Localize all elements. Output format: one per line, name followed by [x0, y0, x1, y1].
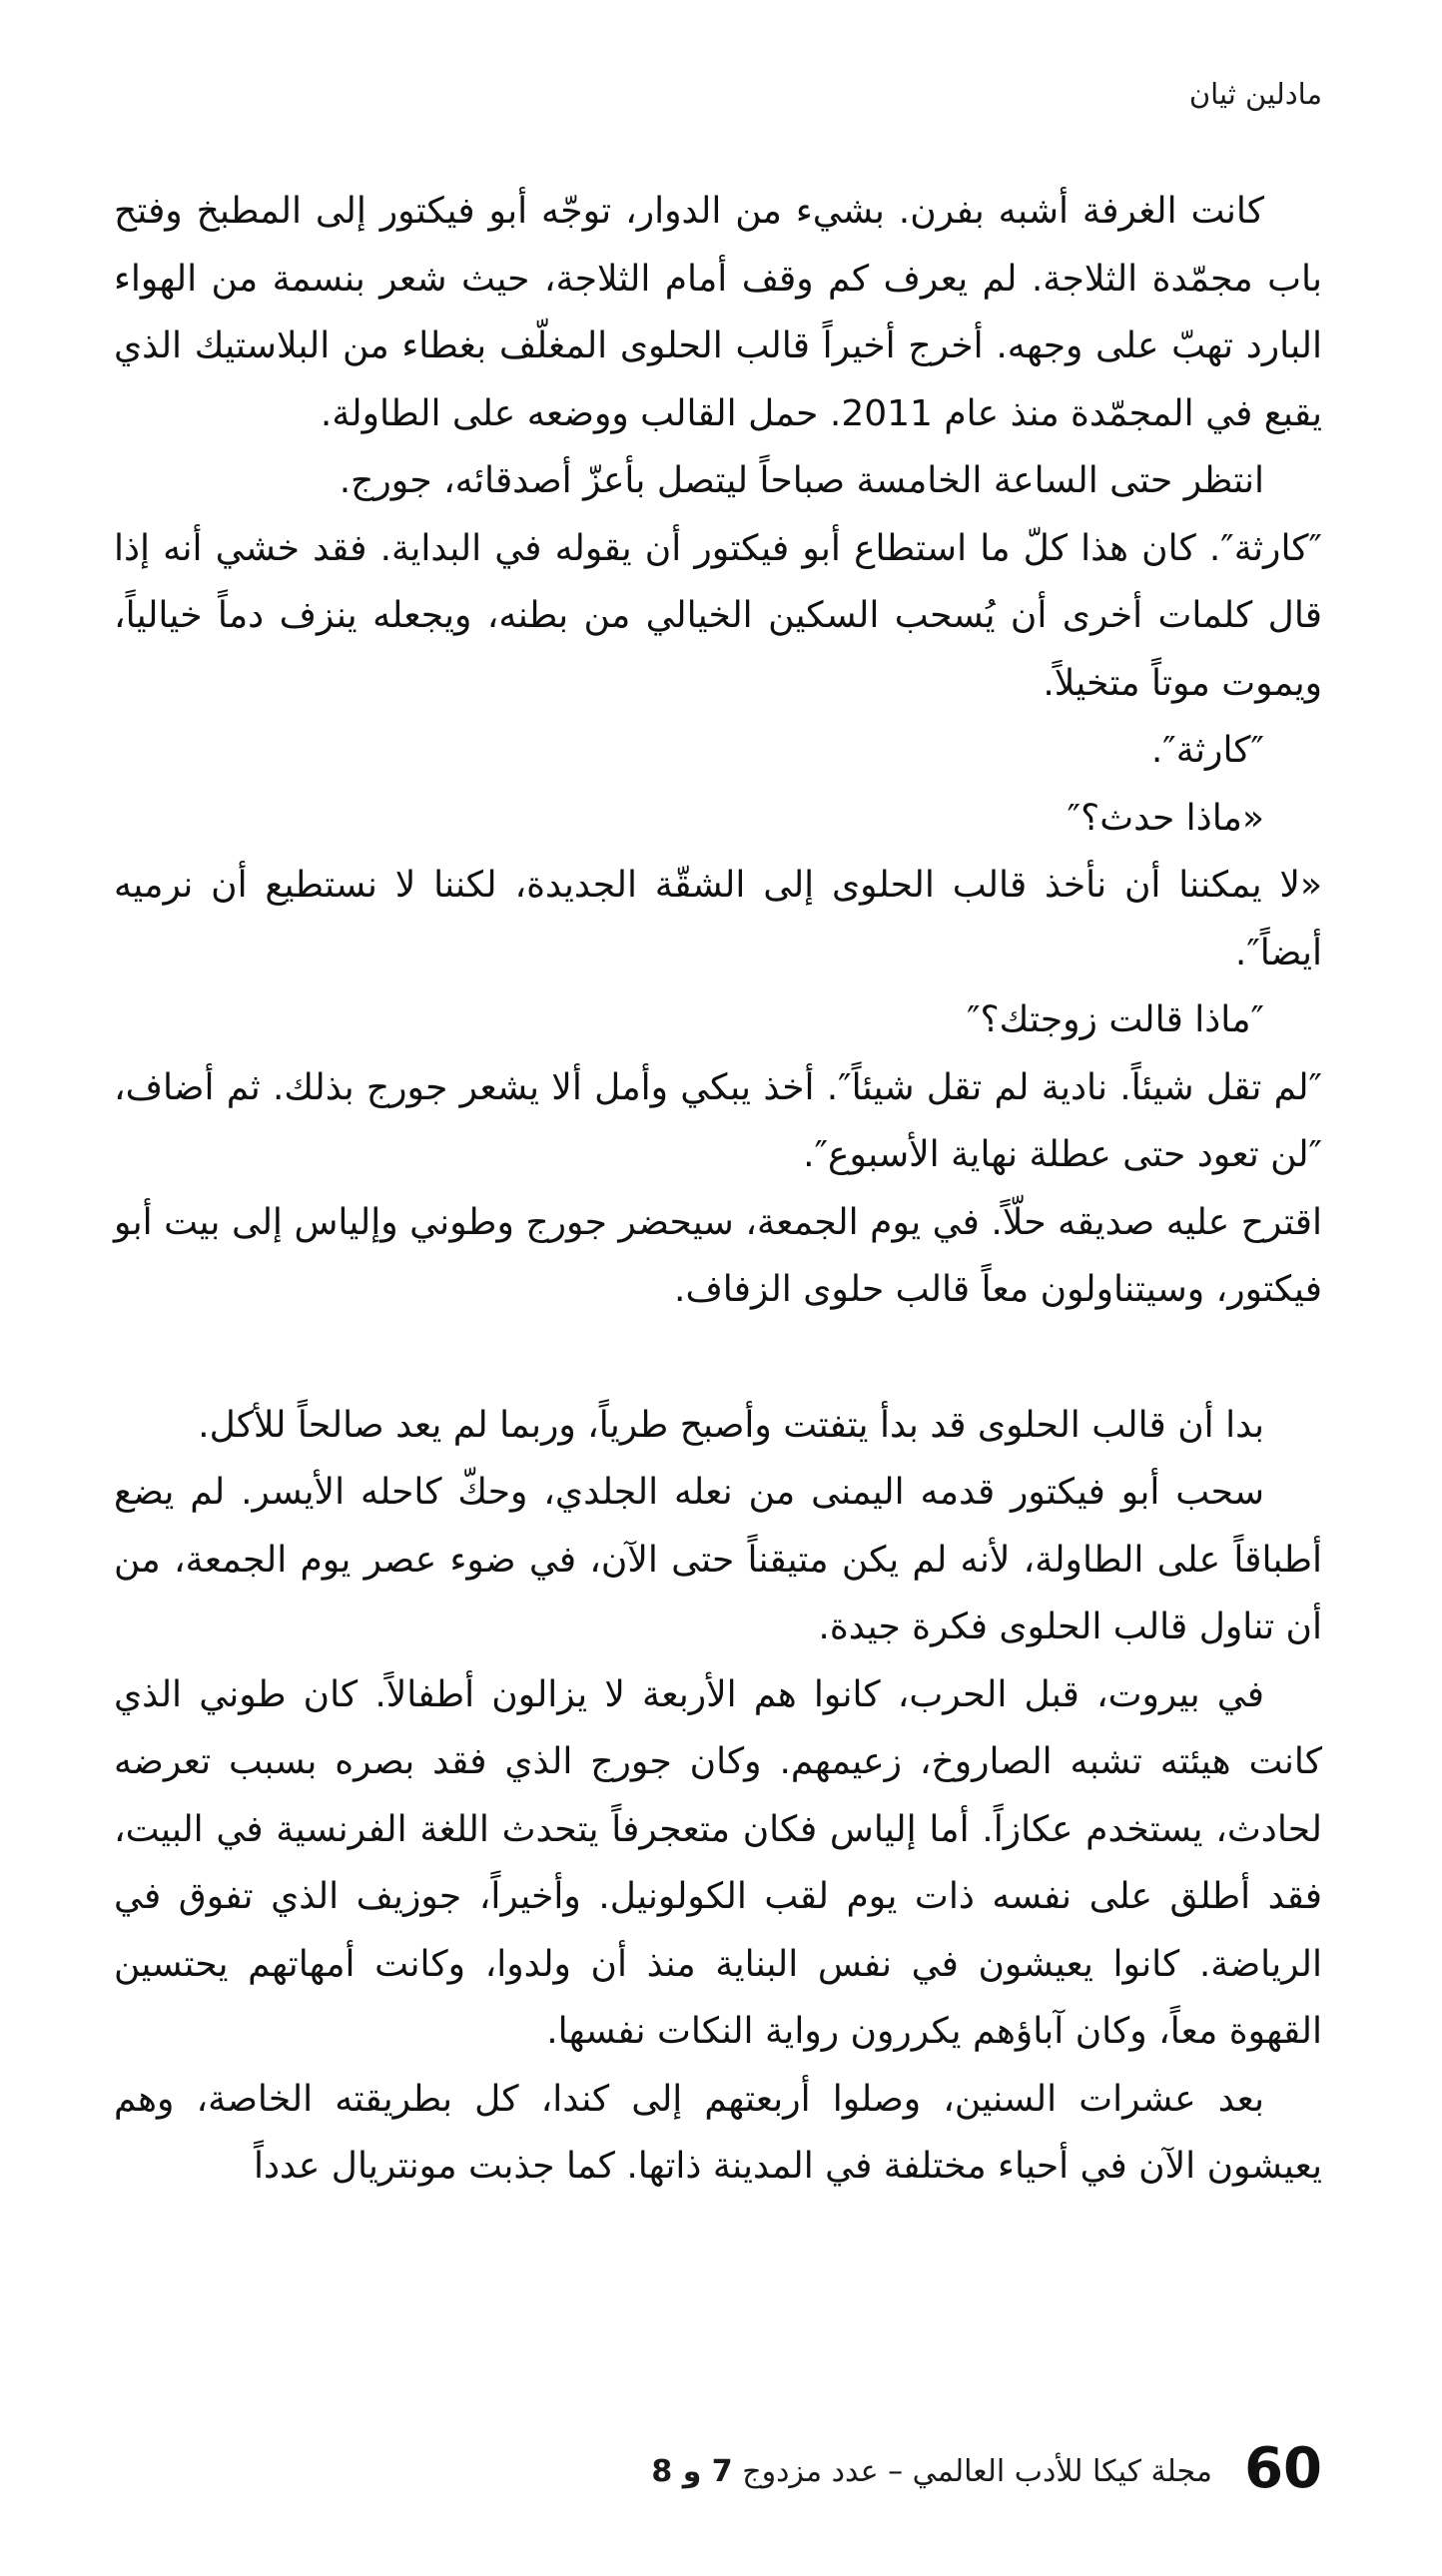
journal-name: مجلة كيكا للأدب العالمي – عدد مزدوج	[742, 2454, 1212, 2489]
paragraph: ″كارثة″.	[1150, 730, 1264, 771]
paragraph: ″ماذا قالت زوجتك؟″	[967, 999, 1264, 1040]
paragraph: ″كارثة″. كان هذا كلّ ما استطاع أبو فيكتور أن يقوله في البداية. فقد خشي أنه إذا قال كلمات أخرى أن يُسحب السكين الخيالي من بطنه، ويجعله ينزف دماً خيالياً، ويموت موتاً متخيلاً.	[114, 527, 1322, 704]
paragraph: بدا أن قالب الحلوى قد بدأ يتفتت وأصبح طرياً، وربما لم يعد صالحاً للأكل.	[198, 1404, 1264, 1446]
running-header-author: مادلين ثيان	[1188, 77, 1322, 111]
body-text	[114, 178, 1322, 2201]
paragraph: كانت الغرفة أشبه بفرن. بشيء من الدوار، توجّه أبو فيكتور إلى المطبخ وفتح باب مجمّدة الثلاجة. لم يعرف كم وقف أمام الثلاجة، حيث شعر بنسمة من الهواء البارد تهبّ على وجهه. أخرج أخيراً قالب الحلوى المغلّف بغطاء من البلاستيك الذي يقبع في المجمّدة منذ عام 2011. حمل القالب ووضعه على الطاولة.	[114, 191, 1322, 434]
paragraph: بعد عشرات السنين، وصلوا أربعتهم إلى كندا، كل بطريقته الخاصة، وهم يعيشون الآن في أحياء مختلفة في المدينة ذاتها. كما جذبت مونتريال عدداً	[114, 2078, 1322, 2187]
paragraph: اقترح عليه صديقه حلّاً. في يوم الجمعة، سيحضر جورج وطوني وإلياس إلى بيت أبو فيكتور، وسيتناولون معاً قالب حلوى الزفاف.	[114, 1201, 1322, 1310]
paragraph: «لا يمكننا أن نأخذ قالب الحلوى إلى الشقّة الجديدة، لكننا لا نستطيع أن نرميه أيضاً″.	[114, 865, 1322, 973]
paragraph: في بيروت، قبل الحرب، كانوا هم الأربعة لا يزالون أطفالاً. كان طوني الذي كانت هيئته تشبه الصاروخ، زعيمهم. وكان جورج الذي فقد بصره بسبب تعرضه لحادث، يستخدم عكازاً. أما إلياس فكان متعجرفاً يتحدث اللغة الفرنسية في البيت، فقد أطلق على نفسه ذات يوم لقب الكولونيل. وأخيراً، جوزيف الذي تفوق في الرياضة. كانوا يعيشون في نفس البناية منذ أن ولدوا، وكانت أمهاتهم يحتسين القهوة معاً، وكان آباؤهم يكررون رواية النكات نفسها.	[114, 1673, 1322, 2052]
page-number: 60	[1244, 2436, 1322, 2501]
issue-numbers: 7 و 8	[651, 2454, 733, 2489]
paragraph: انتظر حتى الساعة الخامسة صباحاً ليتصل بأعزّ أصدقائه، جورج.	[339, 460, 1264, 501]
paragraph: «ماذا حدث؟″	[1067, 797, 1264, 839]
page-footer	[114, 2436, 1322, 2506]
paragraph: سحب أبو فيكتور قدمه اليمنى من نعله الجلدي، وحكّ كاحله الأيسر. لم يضع أطباقاً على الطاولة، لأنه لم يكن متيقناً حتى الآن، في ضوء عصر يوم الجمعة، من أن تناول قالب الحلوى فكرة جيدة.	[114, 1472, 1322, 1647]
paragraph: ″لم تقل شيئاً. نادية لم تقل شيئاً″. أخذ يبكي وأمل ألا يشعر جورج بذلك. ثم أضاف، ″لن تعود حتى عطلة نهاية الأسبوع″.	[114, 1066, 1322, 1175]
journal-title	[651, 2450, 1212, 2494]
